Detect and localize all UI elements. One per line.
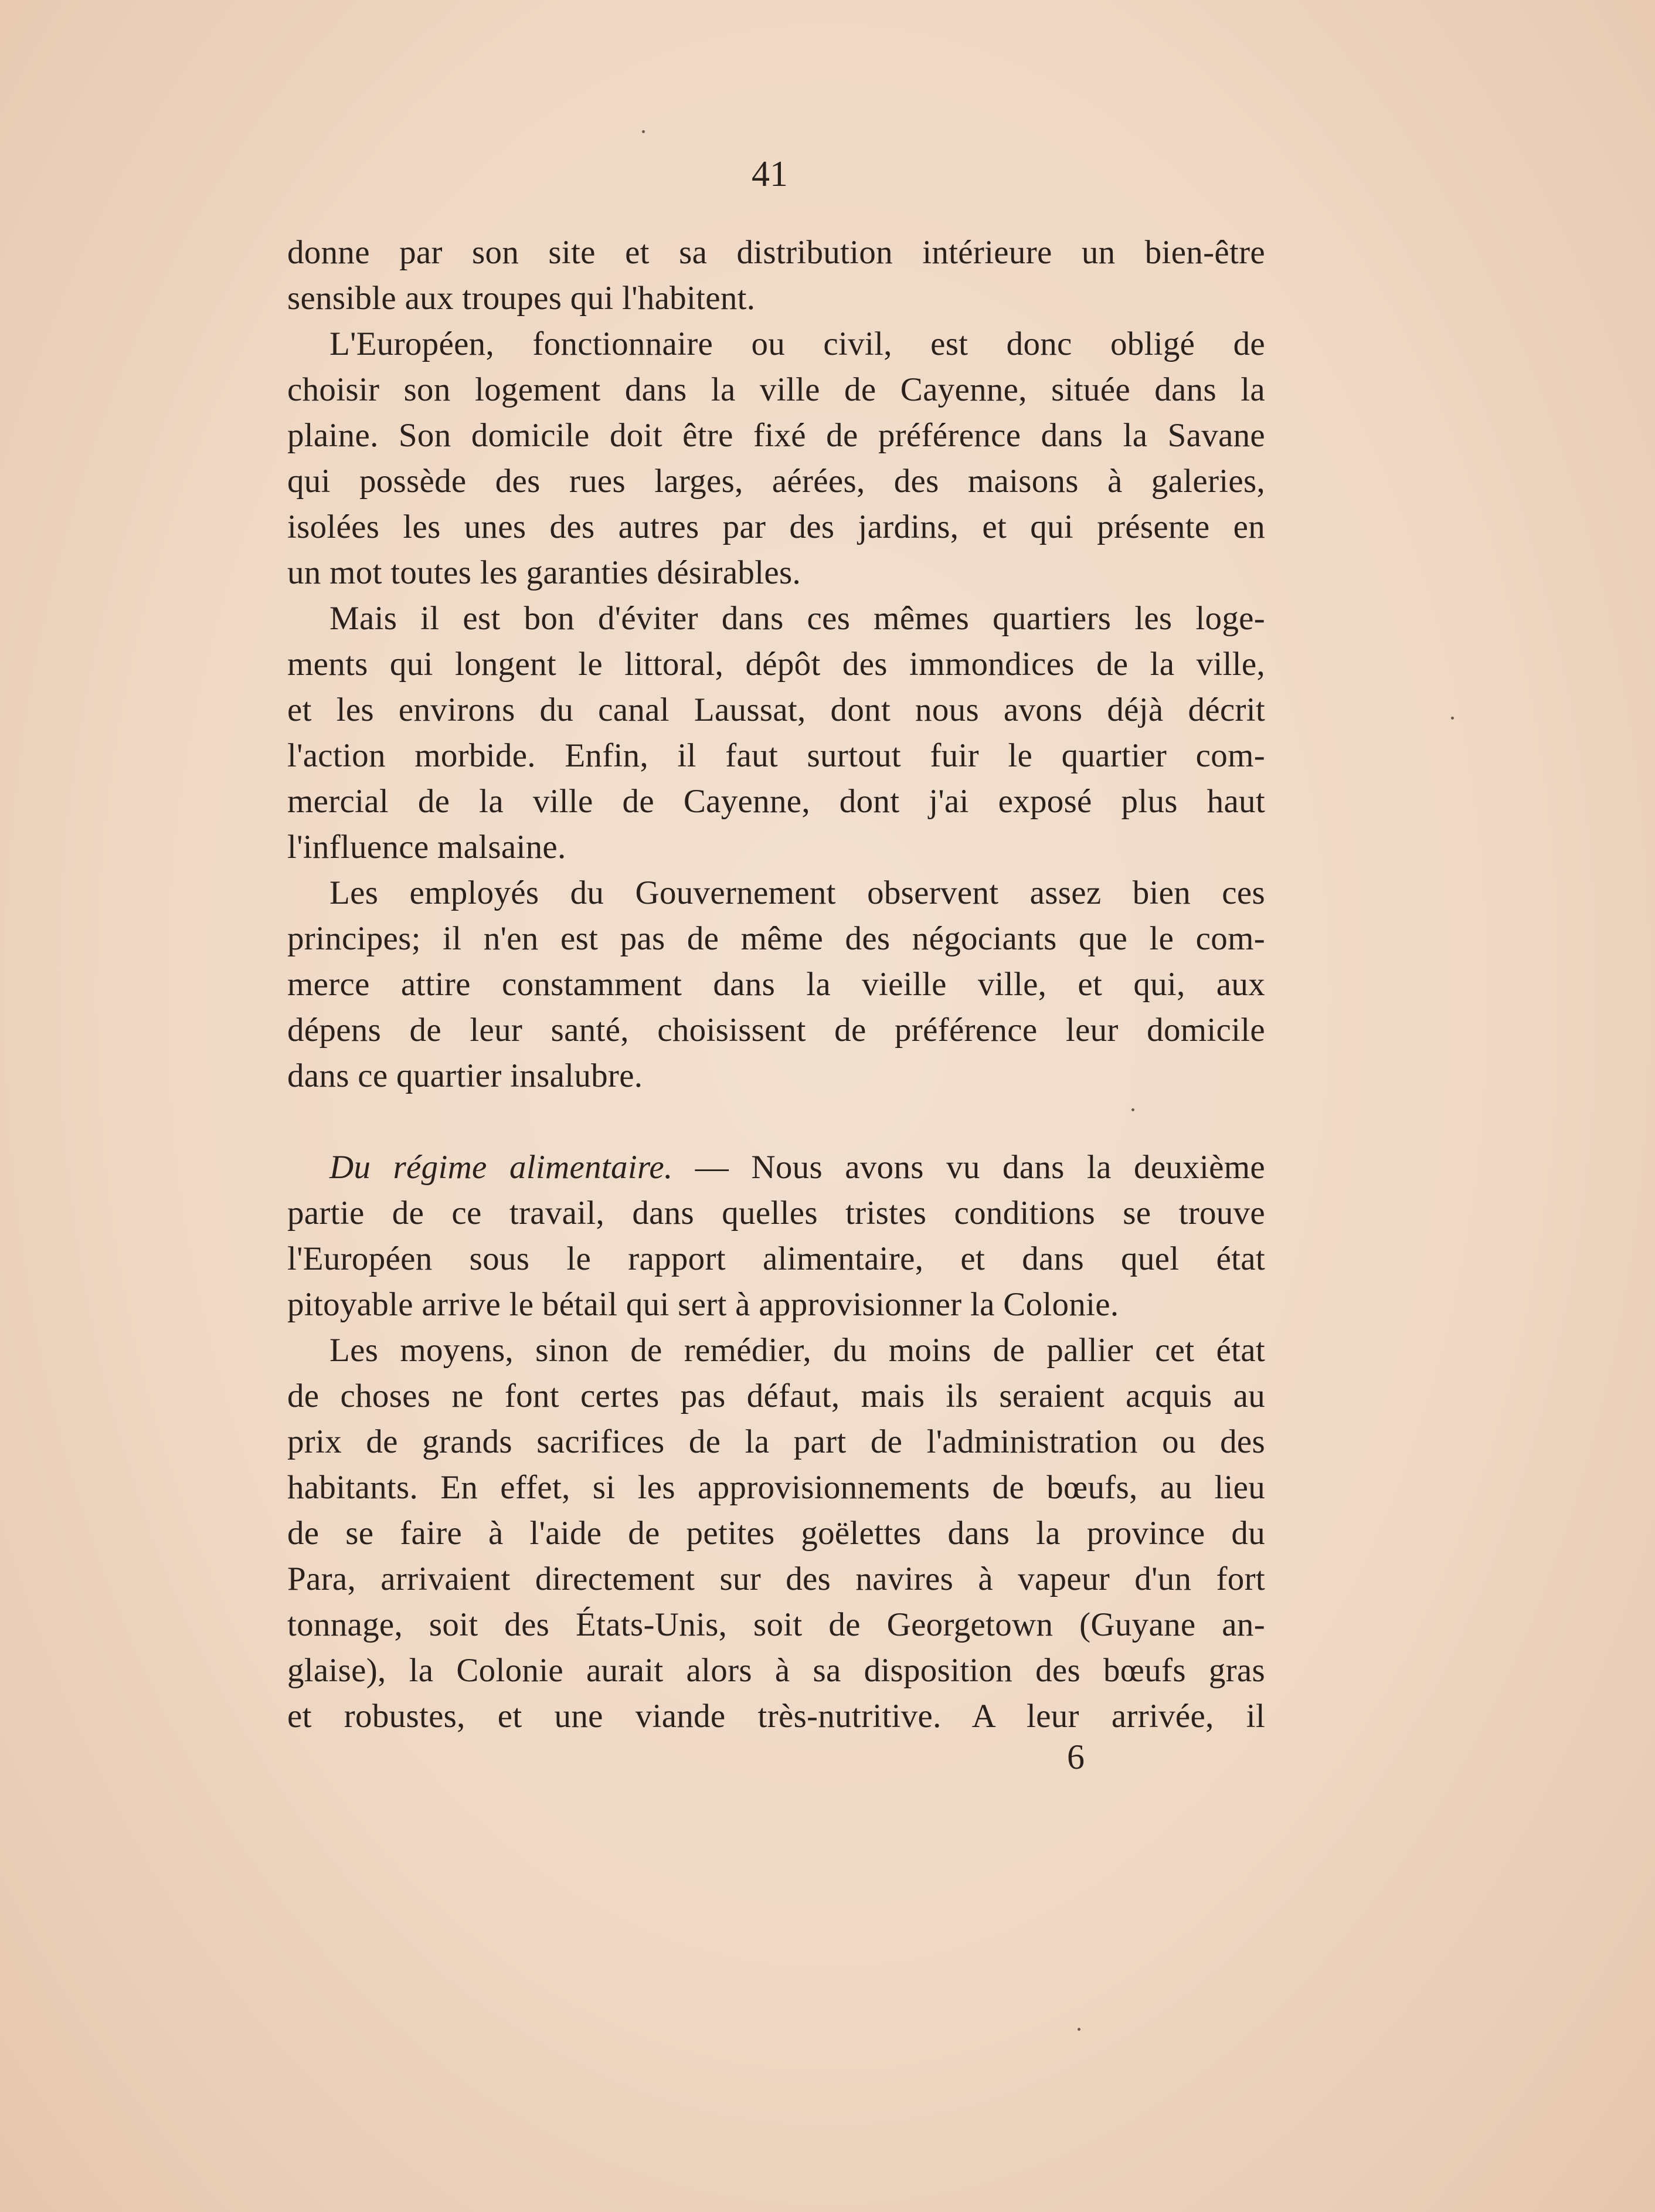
text-line: sensible aux troupes qui l'habitent. bbox=[287, 280, 756, 317]
text-line: et robustes, et une viande très-nutritive. A leur arrivée, il bbox=[287, 1698, 1265, 1735]
text-line: habitants. En effet, si les approvisionnements de bœufs, au lieu bbox=[287, 1469, 1265, 1506]
text-line: dans ce quartier insalubre. bbox=[287, 1057, 643, 1094]
text-line: dépens de leur santé, choisissent de préférence leur domicile bbox=[287, 1012, 1265, 1049]
text-line: Para, arrivaient directement sur des navires à vapeur d'un fort bbox=[287, 1560, 1265, 1597]
text-line: plaine. Son domicile doit être fixé de préférence dans la Savane bbox=[287, 417, 1265, 454]
text-line: prix de grands sacrifices de la part de l'administration ou des bbox=[287, 1423, 1265, 1460]
page-number: 41 bbox=[752, 154, 788, 194]
section-paragraph bbox=[287, 1145, 1265, 1328]
text-line: Les employés du Gouvernement observent assez bien ces bbox=[329, 874, 1265, 911]
text-line: Mais il est bon d'éviter dans ces mêmes quartiers les loge- bbox=[329, 600, 1265, 637]
text-line: pitoyable arrive le bétail qui sert à approvisionner la Colonie. bbox=[287, 1286, 1119, 1323]
paragraph bbox=[287, 1328, 1265, 1739]
text-line: l'Européen sous le rapport alimentaire, et dans quel état bbox=[287, 1240, 1265, 1277]
text-line: un mot toutes les garanties désirables. bbox=[287, 554, 801, 591]
text-line: qui possède des rues larges, aérées, des maisons à galeries, bbox=[287, 463, 1265, 500]
text-line: et les environs du canal Laussat, dont nous avons déjà décrit bbox=[287, 691, 1265, 728]
text-line: l'influence malsaine. bbox=[287, 829, 566, 866]
text-line: L'Européen, fonctionnaire ou civil, est donc obligé de bbox=[329, 325, 1265, 362]
text-line: ments qui longent le littoral, dépôt des immondices de la ville, bbox=[287, 646, 1265, 683]
paragraph bbox=[287, 596, 1265, 870]
text-line: de se faire à l'aide de petites goëlettes dans la province du bbox=[287, 1515, 1265, 1552]
text-line: glaise), la Colonie aurait alors à sa disposition des bœufs gras bbox=[287, 1652, 1265, 1689]
paragraph bbox=[287, 870, 1265, 1099]
text-line: partie de ce travail, dans quelles tristes conditions se trouve bbox=[287, 1195, 1265, 1231]
text-line: mercial de la ville de Cayenne, dont j'ai exposé plus haut bbox=[287, 783, 1265, 820]
text-line: l'action morbide. Enfin, il faut surtout fuir le quartier com- bbox=[287, 737, 1265, 774]
text-line: Du régime alimentaire. — Nous avons vu dans la deuxième bbox=[329, 1149, 1265, 1186]
text-line: de choses ne font certes pas défaut, mais ils seraient acquis au bbox=[287, 1378, 1265, 1414]
paper-speck bbox=[1078, 2028, 1080, 2031]
text-line: merce attire constamment dans la vieille ville, et qui, aux bbox=[287, 966, 1265, 1003]
body-text bbox=[287, 230, 1265, 1739]
paragraph bbox=[287, 321, 1265, 596]
text-line: isolées les unes des autres par des jardins, et qui présente en bbox=[287, 508, 1265, 545]
paper-speck bbox=[1131, 1108, 1134, 1111]
text-line: tonnage, soit des États-Unis, soit de Georgetown (Guyane an- bbox=[287, 1606, 1265, 1643]
text-line: Les moyens, sinon de remédier, du moins de pallier cet état bbox=[329, 1332, 1265, 1369]
text-line: donne par son site et sa distribution intérieure un bien-être bbox=[287, 234, 1265, 271]
paper-speck bbox=[1451, 717, 1454, 720]
paper-speck bbox=[642, 130, 645, 133]
section-heading: Du régime alimentaire. bbox=[329, 1149, 673, 1186]
text-line: choisir son logement dans la ville de Cayenne, située dans la bbox=[287, 371, 1265, 408]
paragraph bbox=[287, 230, 1265, 321]
signature-mark: 6 bbox=[1067, 1738, 1085, 1776]
text-line: principes; il n'en est pas de même des négociants que le com- bbox=[287, 920, 1265, 957]
